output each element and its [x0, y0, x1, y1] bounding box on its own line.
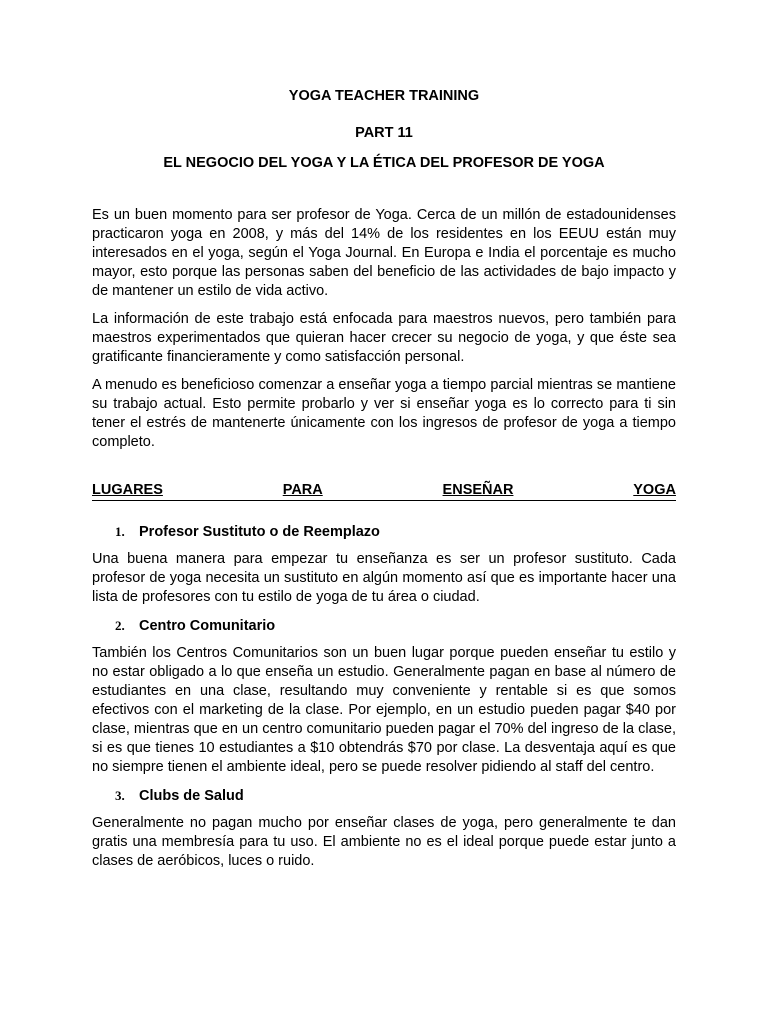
- list-item-text: También los Centros Comunitarios son un buen lugar porque pueden enseñar tu estilo y no estar obligado a lo que enseña un estudio. Generalmente pagan en base al número de estudiantes en una clase, resultando muy conveniente y rentable si es que somos efectivos con el marketing de la clase. Por ejemplo, en un estudio pueden pagar $40 por clase, mientras que en un centro comunitario pueden pagar el 70% del ingreso de la clase, si es que tienes 10 estudiantes a $10 obtendrás $70 por clase. La desventaja aquí es que no siempre tienen el ambiente ideal, pero se puede resolver pidiendo al staff del centro.: [92, 645, 676, 775]
- list-item-title: Profesor Sustituto o de Reemplazo: [139, 524, 380, 540]
- section-heading-word: PARA: [282, 482, 323, 498]
- section-heading: [92, 481, 676, 501]
- list-item-heading: [92, 522, 676, 542]
- intro-paragraph: A menudo es beneficioso comenzar a enseñar yoga a tiempo parcial mientras se mantiene su trabajo actual. Esto permite probarlo y ver si enseñar yoga es lo correcto para ti sin tener el estrés de mantenerte únicamente con los ingresos de profesor de yoga a tiempo completo.: [92, 377, 676, 450]
- part-label: PART 11: [355, 125, 413, 141]
- list-item-title: Clubs de Salud: [139, 788, 244, 804]
- list-number: 1.: [115, 524, 125, 539]
- list-item-text: Generalmente no pagan mucho por enseñar clases de yoga, pero generalmente te dan gratis una membresía para tu uso. El ambiente no es el ideal porque puede estar junto a clases de aeróbicos, luces o ruido.: [92, 815, 676, 869]
- list-number: 3.: [115, 788, 125, 803]
- section-heading-word: YOGA: [633, 482, 676, 498]
- list-item-title: Centro Comunitario: [139, 618, 276, 634]
- document-title: YOGA TEACHER TRAINING: [288, 88, 480, 104]
- document-page: [92, 86, 676, 880]
- section-heading-word: ENSEÑAR: [442, 482, 514, 498]
- list-number: 2.: [115, 618, 125, 633]
- list-item-heading: [92, 786, 676, 806]
- list-item-text: Una buena manera para empezar tu enseñanza es ser un profesor sustituto. Cada profesor de yoga necesita un sustituto en algún momento así que es importante hacer una lista de profesores con tu estilo de yoga de tu área o ciudad.: [92, 551, 676, 605]
- intro-paragraph: Es un buen momento para ser profesor de Yoga. Cerca de un millón de estadounidenses practicaron yoga en 2008, y más del 14% de los residentes en los EEUU están muy interesados en el yoga, según el Yoga Journal. En Europa e India el porcentaje es mucho mayor, esto porque las personas saben del beneficio de las actividades de bajo impacto y de mantener un estilo de vida activo.: [92, 207, 676, 299]
- list-item-heading: [92, 616, 676, 636]
- document-subtitle: EL NEGOCIO DEL YOGA Y LA ÉTICA DEL PROFESOR DE YOGA: [163, 155, 605, 171]
- section-heading-word: LUGARES: [92, 482, 163, 498]
- section-body: [92, 522, 676, 871]
- intro-paragraph: La información de este trabajo está enfocada para maestros nuevos, pero también para maestros experimentados que quieran hacer crecer su negocio de yoga, y que éste sea gratificante financieramente y como satisfacción personal.: [92, 311, 676, 365]
